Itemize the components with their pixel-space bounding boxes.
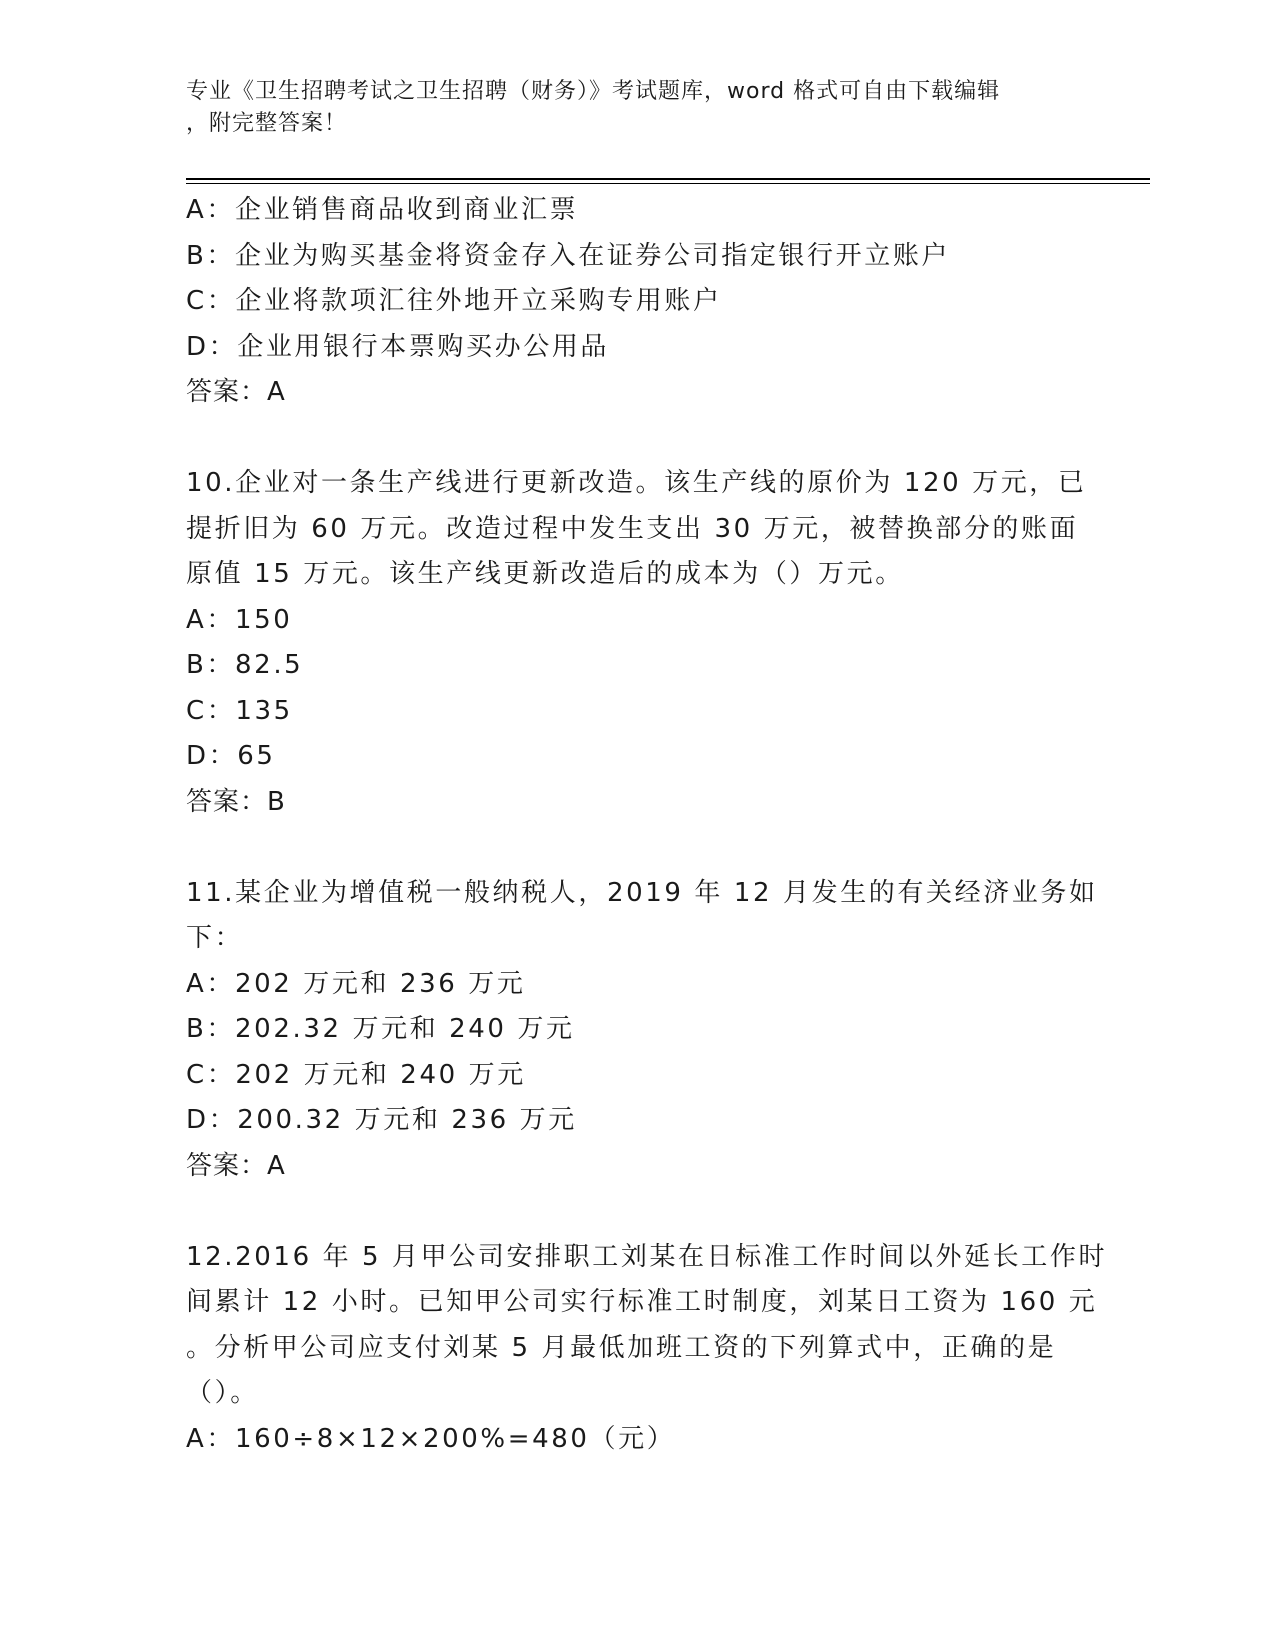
option-a: A：160÷8×12×200%=480（元） [186,1423,676,1454]
option-d: D：企业用银行本票购买办公用品 [186,331,610,362]
header-rule-thin [186,183,1150,184]
option-a: A：150 [186,604,293,635]
header-line-1: 专业《卫生招聘考试之卫生招聘（财务）》考试题库，word 格式可自由下载编辑 [186,79,1001,104]
option-c: C：企业将款项汇往外地开立采购专用账户 [186,286,722,316]
option-b: B：企业为购买基金将资金存入在证券公司指定银行开立账户 [186,240,951,271]
question-text-line: 11.某企业为增值税一般纳税人，2019 年 12 月发生的有关经济业务如 [186,877,1098,908]
answer: 答案：A [186,1150,286,1181]
spacer [186,1189,1086,1235]
answer: 答案：B [186,786,286,817]
option-c: C：135 [186,695,293,726]
document-header [186,76,1066,140]
option-c: C：202 万元和 240 万元 [186,1059,526,1090]
question-text-line: 。分析甲公司应支付刘某 5 月最低加班工资的下列算式中，正确的是 [186,1332,1057,1363]
question-text-line: 原值 15 万元。该生产线更新改造后的成本为（）万元。 [186,559,904,589]
question-block-12 [186,1235,1108,1463]
spacer [186,416,1086,462]
question-block-10 [186,461,1086,825]
option-b: B：82.5 [186,650,304,680]
question-text-line: 间累计 12 小时。已知甲公司实行标准工时制度，刘某日工资为 160 元 [186,1287,1098,1317]
spacer [186,825,1086,871]
option-a: A：企业销售商品收到商业汇票 [186,195,579,225]
question-text-line: （）。 [186,1378,259,1408]
document-body [186,188,1108,1462]
option-d: D：200.32 万元和 236 万元 [186,1105,577,1135]
question-text-line: 下： [186,923,244,953]
option-a: A：202 万元和 236 万元 [186,968,526,999]
question-text-line: 12.2016 年 5 月甲公司安排职工刘某在日标准工作时间以外延长工作时 [186,1241,1108,1272]
question-block-11 [186,871,1098,1190]
answer: 答案：A [186,377,286,407]
option-d: D：65 [186,741,276,771]
option-b: B：202.32 万元和 240 万元 [186,1014,575,1044]
header-line-2: ，附完整答案！ [186,111,348,136]
question-text-line: 10.企业对一条生产线进行更新改造。该生产线的原价为 120 万元，已 [186,468,1087,498]
question-text-line: 提折旧为 60 万元。改造过程中发生支出 30 万元，被替换部分的账面 [186,513,1079,544]
header-rule-thick [186,178,1150,180]
question-block-prev [186,188,1086,416]
